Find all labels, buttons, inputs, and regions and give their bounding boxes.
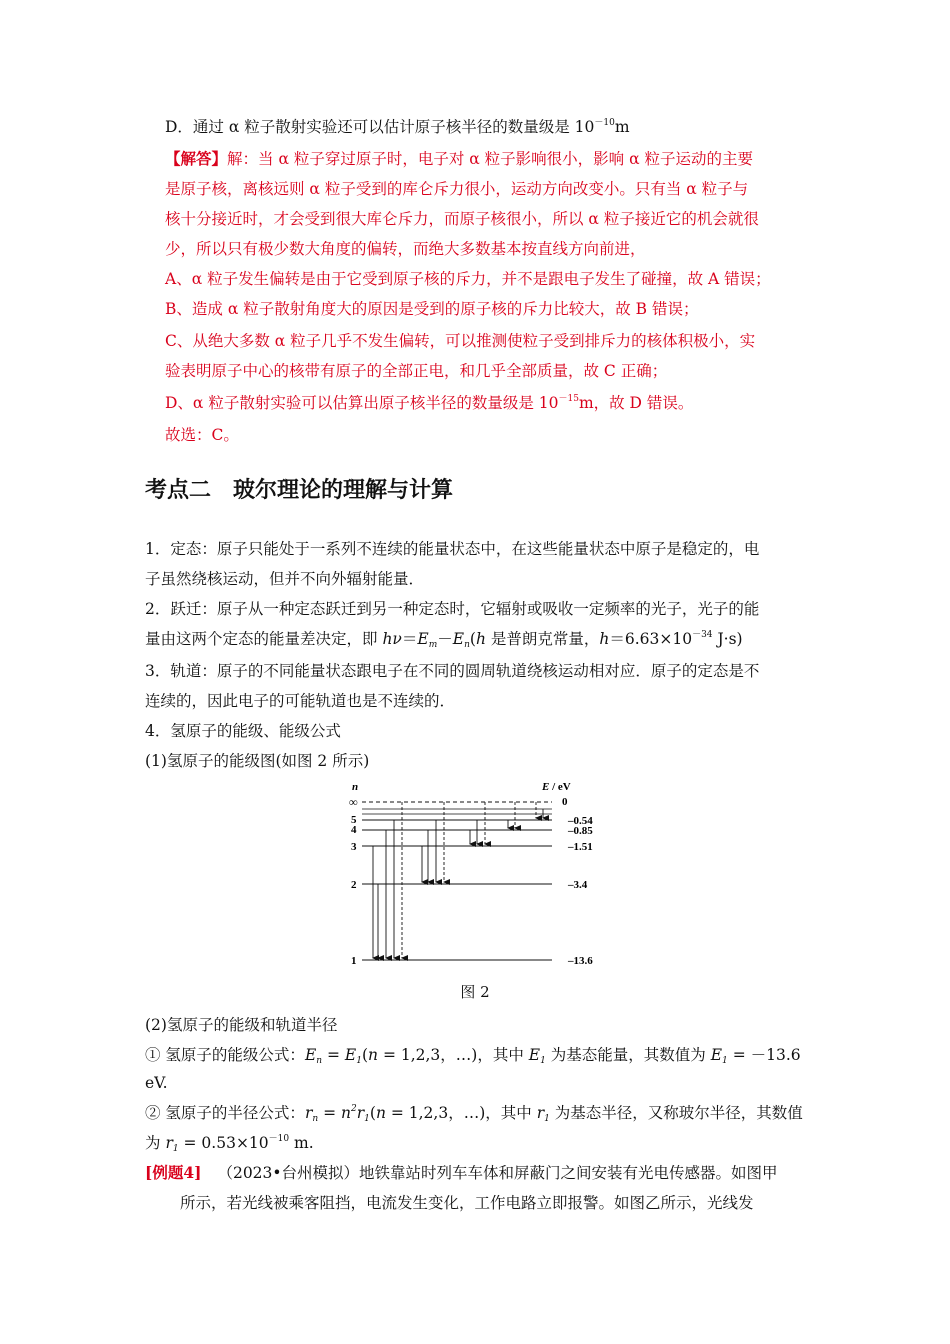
solution-d-exponent: －15 (558, 394, 579, 404)
formula-h: h (475, 630, 486, 648)
point-4: 4．氢原子的能级、能级公式 (145, 722, 341, 740)
radius-value-prefix: 为 (145, 1134, 166, 1152)
solution-line-7: C、从绝大多数 α 粒子几乎不发生偏转，可以推测使粒子受到排斥力的核体积极小，实 (165, 332, 756, 350)
symbol-r1-b: $r_1$ (165, 1134, 179, 1154)
point-3-line-2: 连续的，因此电子的可能轨道也是不连续的． (145, 692, 456, 710)
example-line-1 (145, 1162, 810, 1184)
radius-unit: m. (289, 1134, 314, 1152)
point-4-1: (1)氢原子的能级图(如图 2 所示) (145, 752, 370, 770)
symbol-E1-c: $E_1$ (710, 1046, 728, 1066)
level-energy-4: –0.85 (568, 825, 593, 837)
radius-value-line (145, 1132, 810, 1154)
symbol-n2r1: $n^2r_1$ (341, 1104, 370, 1124)
energy-formula-desc: 为基态能量，其数值为 (545, 1046, 711, 1064)
example-line-2: 所示，若光线被乘客阻挡，电流发生变化，工作电路立即报警。如图乙所示，光线发 (180, 1194, 754, 1212)
solution-choice: 故选：C。 (165, 426, 239, 444)
point-2-line-2 (145, 628, 810, 650)
formula-equals: ＝ (401, 630, 418, 648)
formula-m: m (428, 640, 438, 650)
point-1-line-1: 1．定态：原子只能处于一系列不连续的能量状态中，在这些能量状态中原子是稳定的，电 (145, 540, 760, 558)
radius-value: = 0.53×10 (178, 1134, 269, 1152)
option-d-unit: m (614, 118, 630, 136)
level-n-inf: ∞ (349, 795, 358, 809)
point-2-text: 量由这两个定态的能量差决定，即 (145, 630, 383, 648)
energy-formula-line (145, 1044, 810, 1066)
planck-text: 是普朗克常量， (485, 630, 600, 648)
level-energy-2: –3.4 (568, 879, 588, 891)
point-1-line-2: 子虽然绕核运动，但并不向外辐射能量． (145, 570, 425, 588)
orbit-title: (2)氢原子的能级和轨道半径 (145, 1016, 338, 1034)
option-d-text: D．通过 α 粒子散射实验还可以估计原子核半径的数量级是 10 (165, 118, 595, 136)
solution-tag: 【解答】 (165, 149, 228, 168)
level-n-5: 5 (351, 814, 357, 826)
axis-energy-label: E / eV (542, 781, 571, 793)
solution-line-8: 验表明原子中心的核带有原子的全部正电，和几乎全部质量，故 C 正确； (165, 362, 668, 380)
symbol-r1: $r_1$ (536, 1104, 550, 1124)
radius-formula-line (145, 1102, 810, 1124)
level-energy-3: –1.51 (568, 841, 593, 853)
energy-unit: eV. (145, 1074, 168, 1092)
level-n-4: 4 (351, 824, 357, 836)
symbol-n-2: n (375, 1104, 386, 1122)
planck-unit: J·s) (712, 630, 743, 648)
symbol-rn: $r_n$ (304, 1104, 319, 1124)
section-title: 考点二 玻尔理论的理解与计算 (145, 478, 454, 503)
radius-formula-label: ② 氢原子的半径公式： (145, 1104, 305, 1122)
symbol-n-1: n (368, 1046, 379, 1064)
option-d-exponent: －10 (594, 118, 615, 128)
figure-caption: 图 2 (460, 983, 490, 1001)
energy-formula-value: = －13.6 (727, 1046, 801, 1064)
level-n-2: 2 (351, 879, 357, 891)
formula-h2: h (599, 630, 610, 648)
solution-text: 解：当 α 粒子穿过原子时，电子对 α 粒子影响很小，影响 α 粒子运动的主要 (227, 150, 753, 168)
radius-formula-desc: 为基态半径，又称玻尔半径，其数值 (549, 1104, 803, 1122)
axis-n-label: n (352, 781, 359, 793)
energy-level-diagram (340, 778, 610, 974)
energy-formula-range: = 1,2,3，…)，其中 (378, 1046, 529, 1064)
paren-open: ( (469, 630, 476, 648)
option-d (165, 116, 830, 138)
level-energy-inf: 0 (562, 796, 568, 808)
example-text-1: （2023•台州模拟）地铁靠站时列车车体和屏蔽门之间安装有光电传感器。如图甲 (217, 1164, 778, 1182)
formula-E: E (417, 630, 429, 648)
energy-level-figure (340, 778, 610, 974)
solution-d-text: D、α 粒子散射实验可以估算出原子核半径的数量级是 10 (165, 394, 559, 412)
formula-hv: hν (382, 630, 402, 648)
point-3-line-1: 3．轨道：原子的不同能量状态跟电子在不同的圆周轨道绕核运动相对应．原子的定态是不 (145, 662, 760, 680)
radius-exponent: －10 (268, 1134, 290, 1144)
radius-formula-range: = 1,2,3，…)，其中 (385, 1104, 537, 1122)
paren-2: ( (369, 1104, 376, 1122)
solution-line-3: 核十分接近时，才会受到很大库仑斥力，而原子核很小，所以 α 粒子接近它的机会就很 (165, 210, 759, 228)
example-tag: [例题4] (145, 1163, 202, 1182)
solution-line-6: B、造成 α 粒子散射角度大的原因是受到的原子核的斥力比较大，故 B 错误； (165, 300, 699, 318)
solution-line-1 (165, 148, 830, 170)
energy-formula-label: ① 氢原子的能级公式： (145, 1046, 305, 1064)
solution-line-4: 少，所以只有极少数大角度的偏转，而绝大多数基本按直线方向前进， (165, 240, 646, 258)
planck-value: ＝6.63×10 (609, 630, 693, 648)
eq-sign-2: = (318, 1104, 341, 1122)
formula-n: n (464, 640, 470, 650)
solution-line-d (165, 392, 830, 414)
planck-exponent: －34 (692, 630, 713, 640)
eq-sign-1: = (322, 1046, 345, 1064)
point-2-line-1: 2．跃迁：原子从一种定态跃迁到另一种定态时，它辐射或吸收一定频率的光子，光子的能 (145, 600, 760, 618)
paren-1: ( (361, 1046, 369, 1064)
level-n-3: 3 (351, 841, 357, 853)
solution-line-2: 是原子核，离核远则 α 粒子受到的库仑斥力很小，运动方向改变小。只有当 α 粒子与 (165, 180, 749, 198)
symbol-E1-b: $E_1$ (528, 1046, 546, 1066)
level-n-1: 1 (351, 955, 357, 967)
symbol-E1: $E_1$ (344, 1046, 362, 1066)
level-energy-1: –13.6 (568, 955, 593, 967)
solution-line-5: A、α 粒子发生偏转是由于它受到原子核的斥力，并不是跟电子发生了碰撞，故 A 错误； (165, 270, 771, 288)
solution-d-suffix: m，故 D 错误。 (578, 394, 694, 412)
formula-minus: － (437, 630, 453, 648)
symbol-En: $E_n$ (304, 1046, 323, 1066)
formula-E2: E (452, 630, 465, 648)
level-energy-5: –0.54 (568, 815, 593, 827)
